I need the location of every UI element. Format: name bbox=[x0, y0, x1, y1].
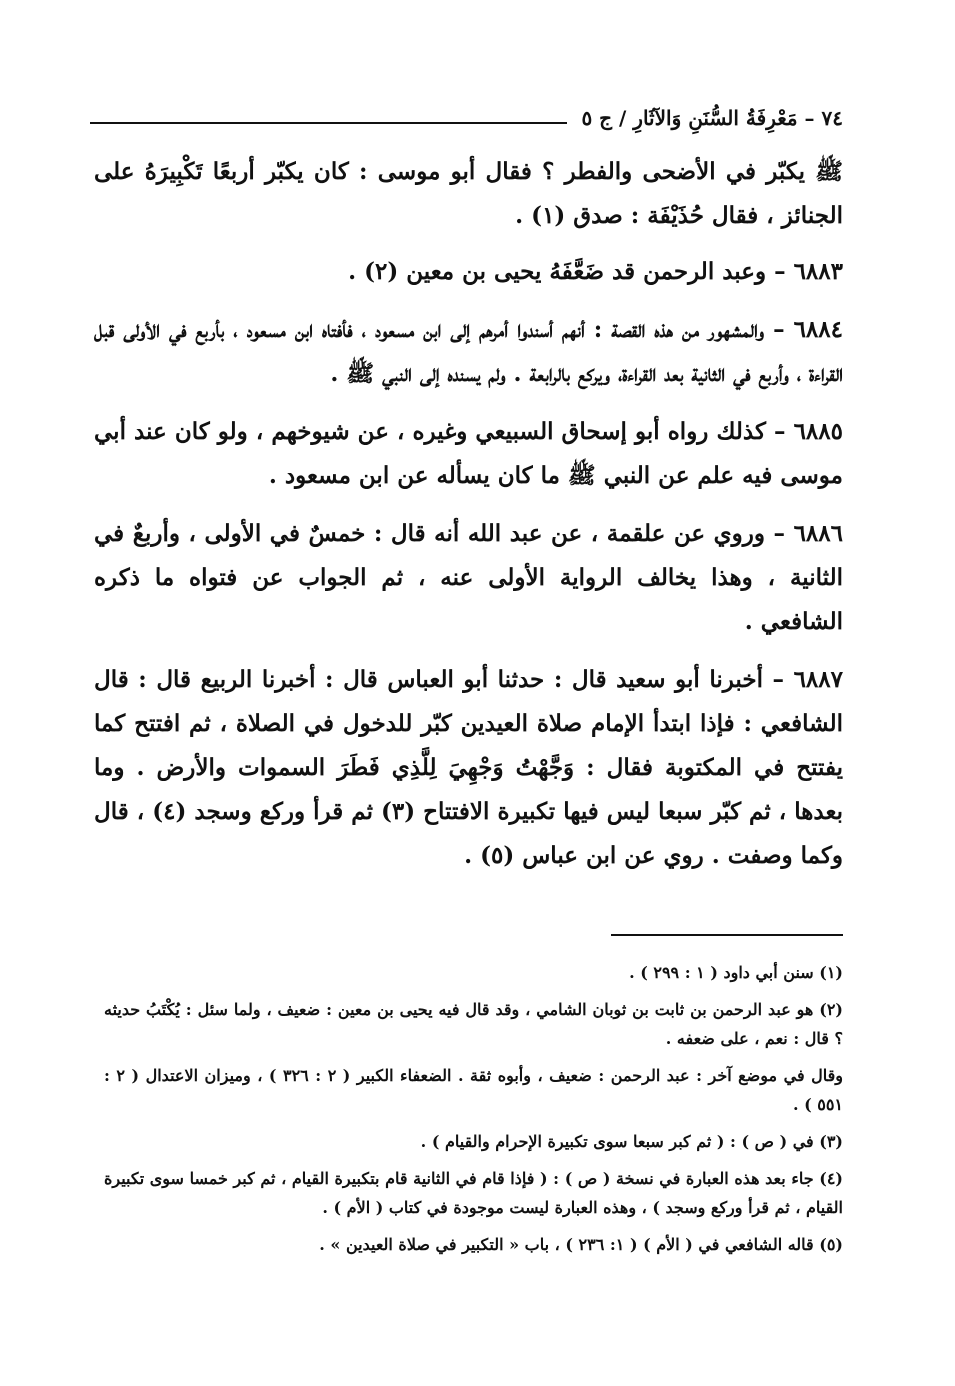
footnote-1: (١) سنن أبي داود ( ١ : ٢٩٩ ) . bbox=[629, 963, 843, 982]
running-title: ٧٤ – مَعْرِفَةُ السُّنَنِ وَالآثَارِ / ج ٥ bbox=[581, 106, 843, 130]
footnote-2-continued: وقال في موضع آخر : عبد الرحمن : ضعيف ، وأبوه ثقة . الضعفاء الكبير ( ٢ : ٣٢٦ ) ، وميزان الاعتدال ( ٢ : ٥٥١ ) . bbox=[104, 1066, 843, 1114]
paragraph-6887: ٦٨٨٧ – أخبرنا أبو سعيد قال : حدثنا أبو العباس قال : أخبرنا الربيع قال : قال الشافعي : فإذا ابتدأ الإمام صلاة العيدين كبّر للدخول في الصلاة ، ثم افتتح كما يفتتح في المكتوبة فقال : وَجَّهْتُ وَجْهِيَ لِلَّذِي فَطَرَ السموات والأرض . وما بعدها ، ثم كبّر سبعا ليس فيها تكبيرة الافتتاح (٣) ثم قرأ وركع وسجد (٤) ، قال وكما وصفت . روي عن ابن عباس (٥) . bbox=[94, 666, 843, 869]
paragraph-6885: ٦٨٨٥ – كذلك رواه أبو إسحاق السبيعي وغيره ، عن شيوخهم ، ولو كان عند أبي موسى فيه علم عن النبي ﷺ ما كان يسأله عن ابن مسعود . bbox=[94, 418, 843, 489]
paragraph-6884: ٦٨٨٤ – والمشهور من هذه القصة : أنهم أسندوا أمرهم إلى ابن مسعود ، فأفتاه ابن مسعود ، بأربع في الأولى قبل القراءة ، وأربع في الثانية بعد القراءة، ويركع بالرابعة . ولم يسنده إلى النبي ﷺ . bbox=[94, 316, 843, 387]
main-text bbox=[94, 150, 843, 892]
footnote-4: (٤) جاء بعد هذه العبارة في نسخة ( ص ) : ( فإذا قام في الثانية قام بتكبيرة القيام ، ثم كبر خمسا سوى تكبيرة القيام ، ثم قرأ وركع وسجد ) ، وهذه العبارة ليست موجودة في كتاب ( الأم ) . bbox=[104, 1169, 843, 1217]
paragraph-continuation: ﷺ يكبّر في الأضحى والفطر ؟ فقال أبو موسى : كان يكبّر أربعًا تَكْبِيرَهُ على الجنائز ، فقال حُذَيْفَة : صدق (١) . bbox=[94, 158, 843, 229]
paragraph-6886: ٦٨٨٦ – وروي عن علقمة ، عن عبد الله أنه قال : خمسٌ في الأولى ، وأربعٌ في الثانية ، وهذا يخالف الرواية الأولى عنه ، ثم الجواب عن فتواه ما ذكره الشافعي . bbox=[94, 520, 843, 635]
paragraph-6883: ٦٨٨٣ – وعبد الرحمن قد ضَعَّفَهُ يحيى بن معين (٢) . bbox=[348, 258, 843, 285]
footnote-5: (٥) قاله الشافعي في ( الأم ) ( ١: ٢٣٦ ) ، باب « التكبير في صلاة العيدين » . bbox=[319, 1235, 843, 1254]
header-rule bbox=[90, 122, 567, 124]
running-header bbox=[90, 96, 843, 130]
footnote-2: (٢) هو عبد الرحمن بن ثابت بن ثوبان الشامي ، وقد قال فيه يحيى بن معين : ضعيف ، ولما سئل : يُكْتَبُ حديثه ؟ قال : نعم ، على ضعفه . bbox=[104, 1000, 843, 1048]
footnotes bbox=[104, 958, 843, 1267]
footnote-3: (٣) في ( ص ) : ( ثم كبر سبعا سوى تكبيرة الإحرام والقيام ) . bbox=[420, 1132, 843, 1151]
footnote-separator bbox=[611, 934, 843, 936]
